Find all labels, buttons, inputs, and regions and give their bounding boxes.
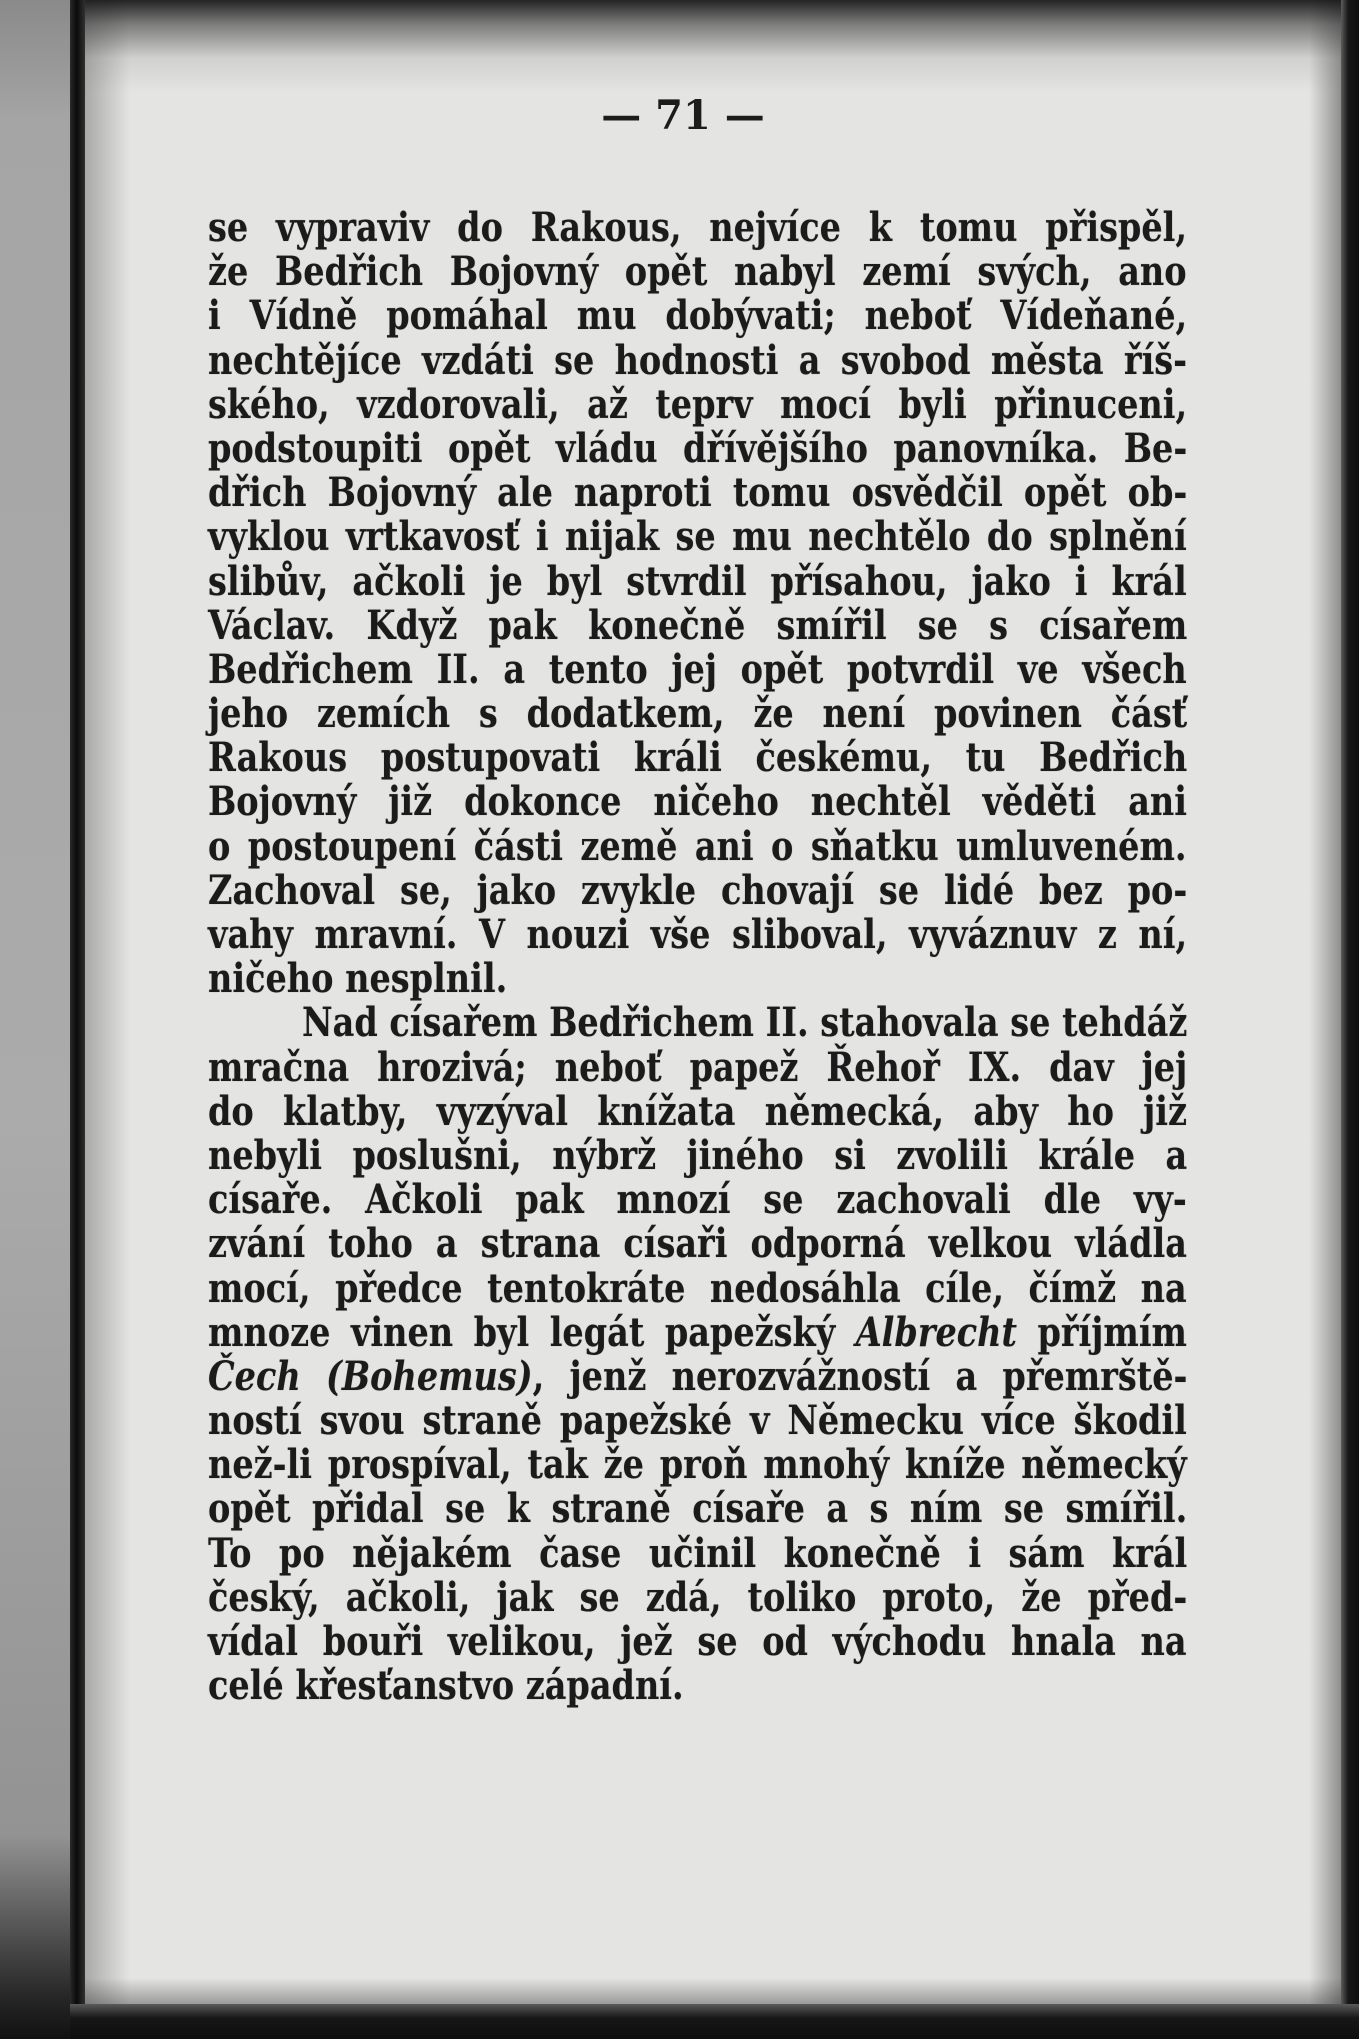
line-text xyxy=(208,250,1187,294)
text-line xyxy=(208,1399,1187,1443)
text-run: že Bedřich Bojovný opět nabyl zemí svých, ano xyxy=(208,248,1187,296)
line-text xyxy=(208,294,1187,338)
text-run: Rakous postupovati králi českému, tu Bedřich xyxy=(208,734,1188,782)
text-line xyxy=(208,557,1187,605)
text-line xyxy=(208,1087,1188,1135)
text-line xyxy=(208,1131,1188,1179)
body-text xyxy=(208,206,1187,1708)
text-line xyxy=(208,294,1187,338)
text-line xyxy=(208,1487,1187,1531)
text-line xyxy=(208,1443,1187,1487)
text-line xyxy=(208,645,1187,693)
line-text xyxy=(208,601,1188,649)
bottom-page-edge xyxy=(70,2004,1359,2039)
line-text xyxy=(208,557,1187,605)
line-text xyxy=(208,1264,1187,1312)
text-line xyxy=(208,957,1187,1001)
text-line xyxy=(208,336,1188,384)
line-text xyxy=(208,1178,1187,1222)
binding-shadow xyxy=(70,0,85,2039)
text-line xyxy=(208,736,1187,780)
line-text xyxy=(208,515,1187,559)
text-line xyxy=(208,866,1188,914)
text-line xyxy=(208,1573,1188,1621)
line-text xyxy=(208,336,1188,384)
text-run: o postoupení části země ani o sňatku umluveném. xyxy=(208,822,1187,870)
line-text xyxy=(208,822,1187,870)
text-run: ského, vzdorovali, až teprv mocí byli přinuceni, xyxy=(208,380,1188,428)
text-line xyxy=(208,206,1187,250)
line-text xyxy=(208,471,1187,515)
line-text xyxy=(208,1222,1187,1266)
text-line xyxy=(208,1352,1188,1400)
text-run: Nad císařem Bedřichem II. stahovala se tehdáž xyxy=(302,999,1188,1047)
text-run: příjmím xyxy=(1016,1308,1187,1356)
text-run: podstoupiti opět vládu dřívějšího panovníka. Be- xyxy=(208,424,1188,472)
line-text xyxy=(208,1043,1188,1091)
text-line xyxy=(208,913,1187,957)
text-line xyxy=(208,692,1187,736)
line-text xyxy=(208,1529,1188,1577)
text-line xyxy=(208,601,1188,649)
line-text xyxy=(208,1443,1187,1487)
text-run: vyklou vrtkavosť i nijak se mu nechtělo do splnění xyxy=(208,513,1187,561)
line-text xyxy=(208,1131,1188,1179)
text-run: , jenž nerozvážností a přemrště- xyxy=(532,1352,1188,1400)
text-line xyxy=(208,471,1187,515)
line-text xyxy=(208,1487,1187,1531)
text-run: vahy mravní. V nouzi vše sliboval, vyváznuv z ní, xyxy=(208,911,1188,958)
text-run: celé křesťanstvo západní. xyxy=(208,1662,684,1710)
text-run: Václav. Když pak konečně smířil se s císařem xyxy=(208,601,1188,649)
line-text xyxy=(302,1001,1187,1045)
line-text xyxy=(208,1308,1187,1356)
text-run: mračna hrozivá; neboť papež Řehoř IX. dav jej xyxy=(208,1043,1188,1091)
line-text xyxy=(208,1087,1188,1135)
text-run: opět přidal se k straně císaře a s ním se smířil. xyxy=(208,1485,1188,1533)
line-text xyxy=(208,1664,684,1708)
line-text xyxy=(208,1399,1187,1443)
text-line xyxy=(208,1620,1187,1664)
text-run: se vypraviv do Rakous, nejvíce k tomu přispěl, xyxy=(208,204,1188,251)
text-run: do klatby, vyzýval knížata německá, aby ho již xyxy=(208,1087,1188,1135)
text-run: Bedřichem II. a tento jej opět potvrdil ve všech xyxy=(208,645,1187,693)
italic-text-run: Albrecht xyxy=(855,1308,1017,1356)
page-number: — 71 — xyxy=(601,92,765,139)
paragraph xyxy=(208,1001,1187,1708)
text-run: ničeho nesplnil. xyxy=(208,955,508,1003)
text-run: nebyli poslušni, nýbrž jiného si zvolili krále a xyxy=(208,1131,1188,1179)
text-run: Bojovný již dokonce ničeho nechtěl věděti ani xyxy=(208,778,1187,826)
text-run: To po nějakém čase učinil konečně i sám král xyxy=(208,1529,1188,1577)
line-text xyxy=(208,913,1187,957)
text-line xyxy=(208,515,1187,559)
text-run: nechtějíce vzdáti se hodnosti a svobod města říš- xyxy=(208,336,1188,384)
paragraph xyxy=(208,206,1187,1001)
line-text xyxy=(208,424,1188,472)
line-text xyxy=(208,1620,1187,1664)
text-line xyxy=(208,822,1187,870)
text-line xyxy=(208,1001,1187,1045)
text-run: než-li prospíval, tak že proň mnohý kníže německý xyxy=(208,1441,1187,1489)
text-line xyxy=(208,250,1187,294)
text-run: vídal bouři velikou, jež se od východu hnala na xyxy=(208,1618,1187,1665)
text-run: dřich Bojovný ale naproti tomu osvědčil opět ob- xyxy=(208,469,1188,517)
line-text xyxy=(208,1573,1188,1621)
text-line xyxy=(208,1264,1187,1312)
text-line xyxy=(208,1664,1187,1708)
italic-text-run: Čech (Bohemus) xyxy=(208,1352,533,1400)
text-line xyxy=(208,1529,1188,1577)
line-text xyxy=(208,1352,1188,1400)
text-line xyxy=(208,1178,1187,1222)
text-line xyxy=(208,1308,1187,1356)
text-run: císaře. Ačkoli pak mnozí se zachovali dle vy- xyxy=(208,1176,1187,1224)
text-run: český, ačkoli, jak se zdá, toliko proto, že před- xyxy=(208,1573,1188,1621)
text-run: mnoze vinen byl legát papežský xyxy=(208,1308,856,1356)
text-run: zvání toho a strana císaři odporná velkou vládla xyxy=(208,1220,1187,1268)
text-run: jeho zemích s dodatkem, že není povinen čásť xyxy=(208,690,1188,738)
line-text xyxy=(208,645,1187,693)
text-line xyxy=(208,1222,1187,1266)
line-text xyxy=(208,380,1188,428)
right-page-edge xyxy=(1341,0,1359,2039)
text-line xyxy=(208,1043,1188,1091)
facing-page-edge xyxy=(0,0,70,2039)
text-run: slibův, ačkoli je byl stvrdil přísahou, jako i král xyxy=(208,557,1187,605)
line-text xyxy=(208,866,1188,914)
text-line xyxy=(208,424,1188,472)
line-text xyxy=(208,736,1187,780)
line-text xyxy=(208,780,1187,824)
text-line xyxy=(208,780,1187,824)
line-text xyxy=(208,206,1187,250)
text-run: i Vídně pomáhal mu dobývati; neboť Vídeňané, xyxy=(208,292,1188,340)
text-run: mocí, předce tentokráte nedosáhla cíle, čímž na xyxy=(208,1264,1187,1312)
text-run: ností svou straně papežské v Německu více škodil xyxy=(208,1397,1187,1445)
line-text xyxy=(208,692,1187,736)
text-run: Zachoval se, jako zvykle chovají se lidé bez po- xyxy=(208,866,1188,914)
line-text xyxy=(208,957,507,1001)
text-line xyxy=(208,380,1188,428)
